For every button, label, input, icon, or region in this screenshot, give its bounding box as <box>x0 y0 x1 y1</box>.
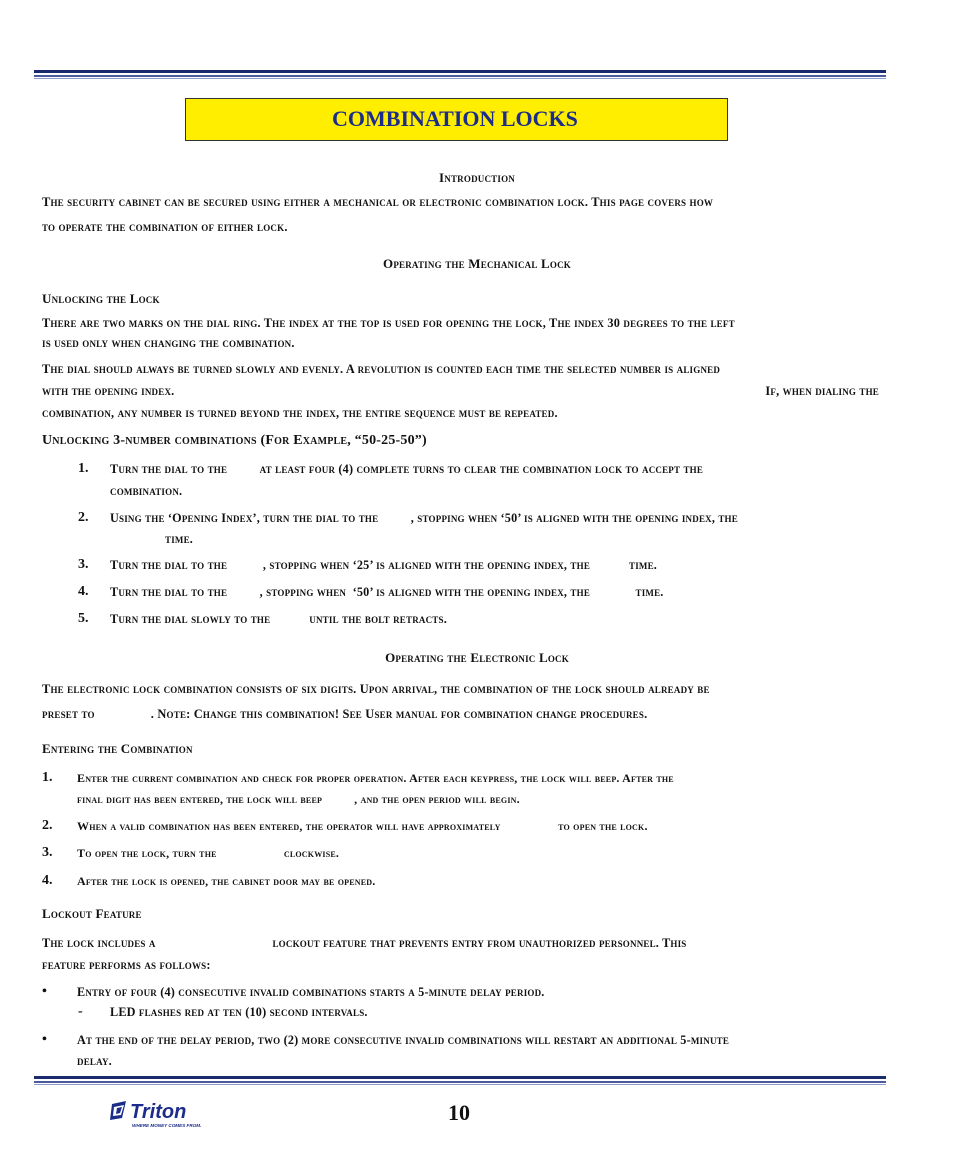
unlocking-heading: Unlocking the Lock <box>42 291 160 306</box>
footer-rule <box>34 1076 886 1085</box>
bullet-1-text: Entry of four (4) consecutive invalid combinations starts a 5-minute delay period. <box>77 985 545 999</box>
mech-step-1-line-2: combination. <box>110 484 183 498</box>
mech-step-3-line-1: Turn the dial to the , stopping when ‘25’ is aligned with the opening index, the time. <box>110 558 658 572</box>
page-number: 10 <box>448 1100 470 1125</box>
three-number-heading: Unlocking 3-number combinations (For Example, “50-25-50”) <box>42 433 427 448</box>
mech-step-4-line-1: Turn the dial to the , stopping when ‘50’ is aligned with the opening index, the time. <box>110 585 664 599</box>
mech-step-1-num: 1. <box>78 461 89 476</box>
elec-step-2-num: 2. <box>42 818 53 833</box>
elec-p1-line-2: preset to . Note: Change this combination! See User manual for combination change procedures. <box>42 707 648 721</box>
mech-step-5-line-1: Turn the dial slowly to the until the bolt retracts. <box>110 612 447 626</box>
lockout-line-2: feature performs as follows: <box>42 958 211 972</box>
mech-step-3-num: 3. <box>78 557 89 572</box>
bullet-2-text: LED flashes red at ten (10) second intervals. <box>110 1005 368 1019</box>
mech-p1-line-2: is used only when changing the combination. <box>42 336 295 350</box>
elec-step-4-line-1: After the lock is opened, the cabinet door may be opened. <box>77 874 376 888</box>
sub-bullet-mark: - <box>78 1004 83 1019</box>
header-rule <box>34 70 886 79</box>
bullet-3-line-2: delay. <box>77 1054 112 1068</box>
intro-line-1: The security cabinet can be secured using either a mechanical or electronic combination lock. This page covers how <box>42 195 714 209</box>
mech-step-2-line-2: time. <box>165 532 194 546</box>
elec-step-1-line-1: Enter the current combination and check for proper operation. After each keypress, the lock will beep. After the <box>77 771 674 785</box>
mech-p2-line-2b: If, when dialing the <box>765 384 879 398</box>
mech-p2-line-3: combination, any number is turned beyond the index, the entire sequence must be repeated. <box>42 406 558 420</box>
mech-step-2-num: 2. <box>78 510 89 525</box>
title-box <box>185 98 728 141</box>
mech-p1-line-1: There are two marks on the dial ring. The index at the top is used for opening the lock, The index 30 degrees to the left <box>42 316 735 330</box>
page-title: COMBINATION LOCKS <box>332 106 578 131</box>
mech-step-2-line-1: Using the ‘Opening Index’, turn the dial to the , stopping when ‘50’ is aligned with the opening index, the <box>110 511 738 525</box>
lockout-heading: Lockout Feature <box>42 906 142 921</box>
intro-heading: Introduction <box>439 170 515 185</box>
logo-tagline: WHERE MONEY COMES FROM. <box>132 1123 202 1128</box>
elec-step-3-line-1: To open the lock, turn the clockwise. <box>77 846 340 860</box>
elec-step-3-num: 3. <box>42 845 53 860</box>
elec-step-1-line-2: final digit has been entered, the lock will beep , and the open period will begin. <box>77 792 520 806</box>
mechanical-heading: Operating the Mechanical Lock <box>383 256 571 271</box>
elec-p1-line-1: The electronic lock combination consists of six digits. Upon arrival, the combination of the lock should already be <box>42 682 710 696</box>
mech-p2-line-2a: with the opening index. <box>42 384 175 398</box>
mech-p2-line-1: The dial should always be turned slowly and evenly. A revolution is counted each time the selected number is aligned <box>42 362 721 376</box>
mech-step-1-line-1: Turn the dial to the at least four (4) complete turns to clear the combination lock to accept the <box>110 462 704 476</box>
bullet-mark: • <box>42 984 47 999</box>
elec-step-1-num: 1. <box>42 770 53 785</box>
logo-wordmark: Triton <box>130 1101 187 1123</box>
elec-step-2-line-1: When a valid combination has been entered, the operator will have approximately to open the lock. <box>77 819 648 833</box>
bullet-3-line-1: At the end of the delay period, two (2) more consecutive invalid combinations will restart an additional 5-minute <box>77 1033 730 1047</box>
mech-step-4-num: 4. <box>78 584 89 599</box>
triton-logo <box>108 1098 218 1132</box>
elec-step-4-num: 4. <box>42 873 53 888</box>
mech-step-5-num: 5. <box>78 611 89 626</box>
bullet-mark: • <box>42 1032 47 1047</box>
entering-heading: Entering the Combination <box>42 741 193 756</box>
electronic-heading: Operating the Electronic Lock <box>385 650 569 665</box>
intro-line-2: to operate the combination of either lock. <box>42 220 288 234</box>
lockout-line-1: The lock includes a lockout feature that prevents entry from unauthorized personnel. This <box>42 936 687 950</box>
